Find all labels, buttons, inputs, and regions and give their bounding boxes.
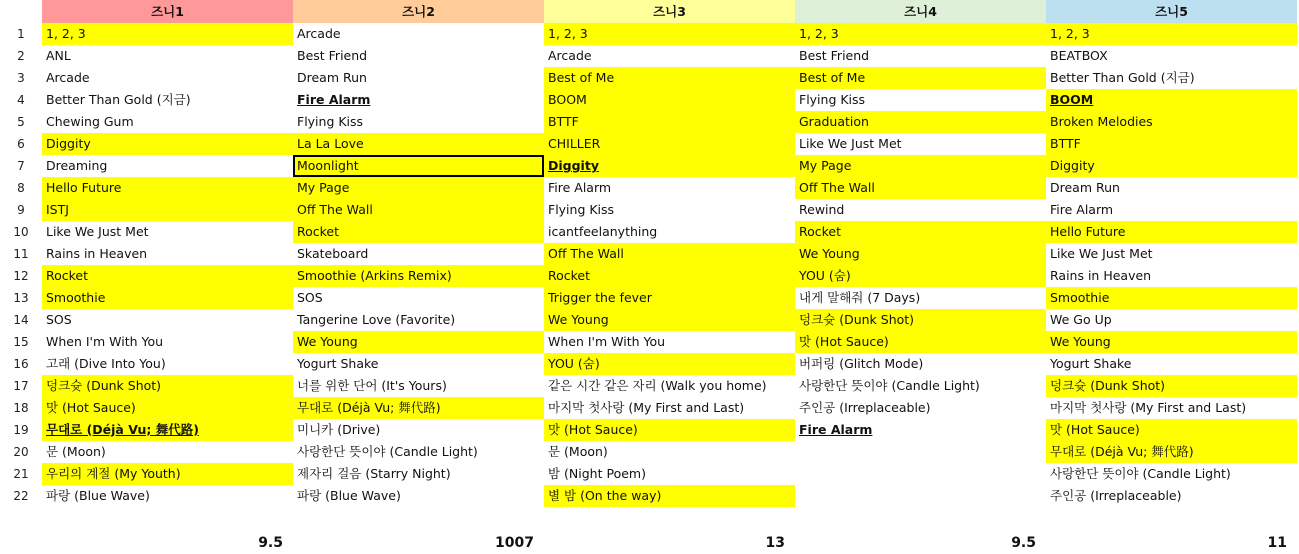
table-row — [0, 23, 1299, 45]
cell[interactable]: 무대로 (Déjà Vu; 舞代路) — [293, 397, 544, 419]
cell[interactable]: Best of Me — [544, 67, 795, 89]
cell[interactable]: My Page — [293, 177, 544, 199]
cell[interactable]: Arcade — [46, 70, 90, 85]
cell[interactable]: Smoothie — [1046, 287, 1297, 309]
cell[interactable]: Graduation — [795, 111, 1046, 133]
cell[interactable]: Fire Alarm — [1050, 202, 1114, 217]
cell[interactable] — [795, 485, 1046, 507]
table-row — [0, 463, 1299, 485]
cell[interactable]: Yogurt Shake — [1050, 356, 1132, 371]
cell[interactable]: 파랑 (Blue Wave) — [46, 488, 150, 503]
cell[interactable]: 무대로 (Déjà Vu; 舞代路) — [1046, 441, 1297, 463]
cell[interactable]: 별 밤 (On the way) — [544, 485, 795, 507]
cell[interactable]: Fire Alarm — [799, 422, 873, 437]
cell[interactable]: Arcade — [548, 48, 592, 63]
cell[interactable]: Chewing Gum — [46, 114, 134, 129]
table-row — [0, 309, 1299, 331]
table-row — [0, 397, 1299, 419]
cell[interactable]: Best of Me — [795, 67, 1046, 89]
cell[interactable]: CHILLER — [544, 133, 795, 155]
cell[interactable]: Dream Run — [297, 70, 367, 85]
table-row — [0, 441, 1299, 463]
cell[interactable]: Rocket — [42, 265, 293, 287]
table-row — [0, 485, 1299, 507]
column-header-5[interactable]: 즈니5 — [1046, 0, 1297, 23]
cell[interactable]: Off The Wall — [544, 243, 795, 265]
cell[interactable]: We Young — [1046, 331, 1297, 353]
row-number[interactable]: 8 — [17, 181, 25, 195]
cell[interactable]: Trigger the fever — [544, 287, 795, 309]
table-row — [0, 45, 1299, 67]
cell[interactable]: 무대로 (Déjà Vu; 舞代路) — [42, 419, 293, 441]
cell[interactable]: ISTJ — [42, 199, 293, 221]
row-number[interactable]: 10 — [13, 225, 29, 239]
total-value[interactable]: 13 — [765, 535, 785, 551]
cell[interactable]: 사랑한단 뜻이야 (Candle Light) — [799, 378, 980, 393]
table-row — [0, 111, 1299, 133]
table-row — [0, 331, 1299, 353]
table-row — [0, 89, 1299, 111]
total-value[interactable]: 11 — [1267, 535, 1287, 551]
cell[interactable]: We Young — [293, 331, 544, 353]
row-number[interactable]: 7 — [17, 159, 25, 173]
cell[interactable]: 내게 말해줘 (7 Days) — [799, 290, 921, 305]
cell[interactable]: SOS — [297, 290, 323, 305]
cell[interactable]: Better Than Gold (지금) — [1050, 70, 1195, 85]
cell[interactable]: Smoothie (Arkins Remix) — [293, 265, 544, 287]
cell[interactable]: Diggity — [544, 155, 795, 177]
row-number[interactable]: 22 — [13, 489, 29, 503]
cell[interactable]: Fire Alarm — [548, 180, 612, 195]
row-number[interactable]: 1 — [17, 27, 25, 41]
cell[interactable]: Rains in Heaven — [46, 246, 148, 261]
cell[interactable]: 우리의 계절 (My Youth) — [42, 463, 293, 485]
table-row — [0, 155, 1299, 177]
column-header-1[interactable]: 즈니1 — [42, 0, 293, 23]
column-header-3[interactable]: 즈니3 — [544, 0, 795, 23]
cell[interactable]: Flying Kiss — [548, 202, 615, 217]
cell[interactable]: BEATBOX — [1050, 48, 1108, 63]
cell[interactable]: 고래 (Dive Into You) — [46, 356, 166, 371]
row-number[interactable]: 18 — [13, 401, 29, 415]
column-header-2[interactable]: 즈니2 — [293, 0, 544, 23]
table-row — [0, 419, 1299, 441]
cell[interactable]: icantfeelanything — [548, 224, 658, 239]
cell[interactable]: 1, 2, 3 — [1046, 23, 1297, 45]
cell[interactable]: 너를 위한 단어 (It's Yours) — [297, 378, 447, 393]
cell[interactable]: Better Than Gold (지금) — [46, 92, 191, 107]
cell[interactable]: Diggity — [42, 133, 293, 155]
row-number[interactable]: 3 — [17, 71, 25, 85]
cell[interactable]: Like We Just Met — [46, 224, 149, 239]
row-number[interactable]: 12 — [13, 269, 29, 283]
cell[interactable]: 미니카 (Drive) — [297, 422, 381, 437]
cell[interactable]: 맛 (Hot Sauce) — [1046, 419, 1297, 441]
total-value[interactable]: 9.5 — [258, 535, 283, 551]
row-number[interactable]: 17 — [13, 379, 29, 393]
cell[interactable]: Moonlight — [293, 155, 544, 177]
cell[interactable]: Best Friend — [297, 48, 368, 63]
row-number[interactable]: 21 — [13, 467, 29, 481]
cell[interactable]: Dream Run — [1050, 180, 1120, 195]
table-row — [0, 221, 1299, 243]
cell[interactable]: Skateboard — [297, 246, 369, 261]
cell[interactable]: Smoothie — [42, 287, 293, 309]
cell[interactable]: 덩크슛 (Dunk Shot) — [795, 309, 1046, 331]
cell[interactable]: 문 (Moon) — [548, 444, 608, 459]
cell[interactable]: SOS — [46, 312, 72, 327]
cell[interactable] — [795, 463, 1046, 485]
table-row — [0, 265, 1299, 287]
row-number[interactable]: 9 — [17, 203, 25, 217]
cell[interactable]: Off The Wall — [795, 177, 1046, 199]
cell[interactable]: Like We Just Met — [1050, 246, 1153, 261]
table-row — [0, 67, 1299, 89]
cell[interactable]: 파랑 (Blue Wave) — [297, 488, 401, 503]
cell[interactable]: We Young — [544, 309, 795, 331]
cell[interactable]: 문 (Moon) — [46, 444, 106, 459]
column-header-4[interactable]: 즈니4 — [795, 0, 1046, 23]
cell[interactable]: 1, 2, 3 — [42, 23, 293, 45]
table-row — [0, 375, 1299, 397]
cell[interactable]: Rains in Heaven — [1050, 268, 1152, 283]
row-number[interactable]: 14 — [13, 313, 29, 327]
cell[interactable]: BOOM — [1046, 89, 1297, 111]
cell[interactable]: Arcade — [297, 26, 341, 41]
cell[interactable]: Like We Just Met — [799, 136, 902, 151]
cell[interactable]: BTTF — [544, 111, 795, 133]
cell[interactable]: 마지막 첫사랑 (My First and Last) — [548, 400, 745, 415]
cell[interactable]: Rocket — [293, 221, 544, 243]
cell[interactable]: Diggity — [1046, 155, 1297, 177]
cell[interactable]: La La Love — [293, 133, 544, 155]
cell[interactable]: 덩크슛 (Dunk Shot) — [42, 375, 293, 397]
cell[interactable]: 사랑한단 뜻이야 (Candle Light) — [1050, 466, 1231, 481]
cell[interactable]: Best Friend — [799, 48, 870, 63]
row-number[interactable]: 6 — [17, 137, 25, 151]
cell[interactable]: Hello Future — [1046, 221, 1297, 243]
cell[interactable]: Off The Wall — [293, 199, 544, 221]
cell[interactable]: Dreaming — [46, 158, 108, 173]
row-number[interactable]: 13 — [13, 291, 29, 305]
row-number[interactable]: 5 — [17, 115, 25, 129]
cell[interactable]: Hello Future — [42, 177, 293, 199]
cell[interactable]: Rocket — [544, 265, 795, 287]
cell[interactable]: My Page — [795, 155, 1046, 177]
table-row — [0, 133, 1299, 155]
cell[interactable]: 덩크슛 (Dunk Shot) — [1046, 375, 1297, 397]
cell[interactable]: Flying Kiss — [799, 92, 866, 107]
cell[interactable]: When I'm With You — [46, 334, 164, 349]
cell[interactable]: Yogurt Shake — [297, 356, 379, 371]
cell[interactable]: 사랑한단 뜻이야 (Candle Light) — [297, 444, 478, 459]
total-value[interactable]: 9.5 — [1011, 535, 1036, 551]
cell[interactable]: Broken Melodies — [1046, 111, 1297, 133]
cell[interactable] — [795, 441, 1046, 463]
table-row — [0, 353, 1299, 375]
cell[interactable]: 1, 2, 3 — [544, 23, 795, 45]
cell[interactable]: 맛 (Hot Sauce) — [795, 331, 1046, 353]
cell[interactable]: BOOM — [544, 89, 795, 111]
row-number[interactable]: 19 — [13, 423, 29, 437]
cell[interactable]: YOU (숨) — [795, 265, 1046, 287]
row-number[interactable]: 2 — [17, 49, 25, 63]
table-row — [0, 243, 1299, 265]
cell[interactable]: We Go Up — [1050, 312, 1112, 327]
cell[interactable]: Rocket — [795, 221, 1046, 243]
cell[interactable]: 주인공 (Irreplaceable) — [799, 400, 931, 415]
cell[interactable]: We Young — [795, 243, 1046, 265]
cell[interactable]: 버퍼링 (Glitch Mode) — [799, 356, 924, 371]
table-row — [0, 287, 1299, 309]
row-number[interactable]: 11 — [13, 247, 29, 261]
cell[interactable]: 맛 (Hot Sauce) — [42, 397, 293, 419]
total-value[interactable]: 1007 — [495, 535, 534, 551]
cell[interactable]: 같은 시간 같은 자리 (Walk you home) — [548, 378, 767, 393]
cell[interactable]: BTTF — [1046, 133, 1297, 155]
row-number[interactable]: 16 — [13, 357, 29, 371]
cell[interactable]: When I'm With You — [548, 334, 666, 349]
row-number[interactable]: 20 — [13, 445, 29, 459]
table-row — [0, 177, 1299, 199]
cell[interactable]: 제자리 걸음 (Starry Night) — [297, 466, 451, 481]
cell[interactable]: 밤 (Night Poem) — [548, 466, 646, 481]
row-number[interactable]: 4 — [17, 93, 25, 107]
cell[interactable]: 주인공 (Irreplaceable) — [1050, 488, 1182, 503]
cell[interactable]: 1, 2, 3 — [795, 23, 1046, 45]
cell[interactable]: Fire Alarm — [297, 92, 371, 107]
cell[interactable]: 맛 (Hot Sauce) — [544, 419, 795, 441]
cell[interactable]: Tangerine Love (Favorite) — [297, 312, 456, 327]
cell[interactable]: Flying Kiss — [297, 114, 364, 129]
cell[interactable]: Rewind — [799, 202, 845, 217]
cell[interactable]: 마지막 첫사랑 (My First and Last) — [1050, 400, 1247, 415]
cell[interactable]: YOU (숨) — [544, 353, 795, 375]
table-row — [0, 199, 1299, 221]
row-number[interactable]: 15 — [13, 335, 29, 349]
cell[interactable]: ANL — [46, 48, 71, 63]
